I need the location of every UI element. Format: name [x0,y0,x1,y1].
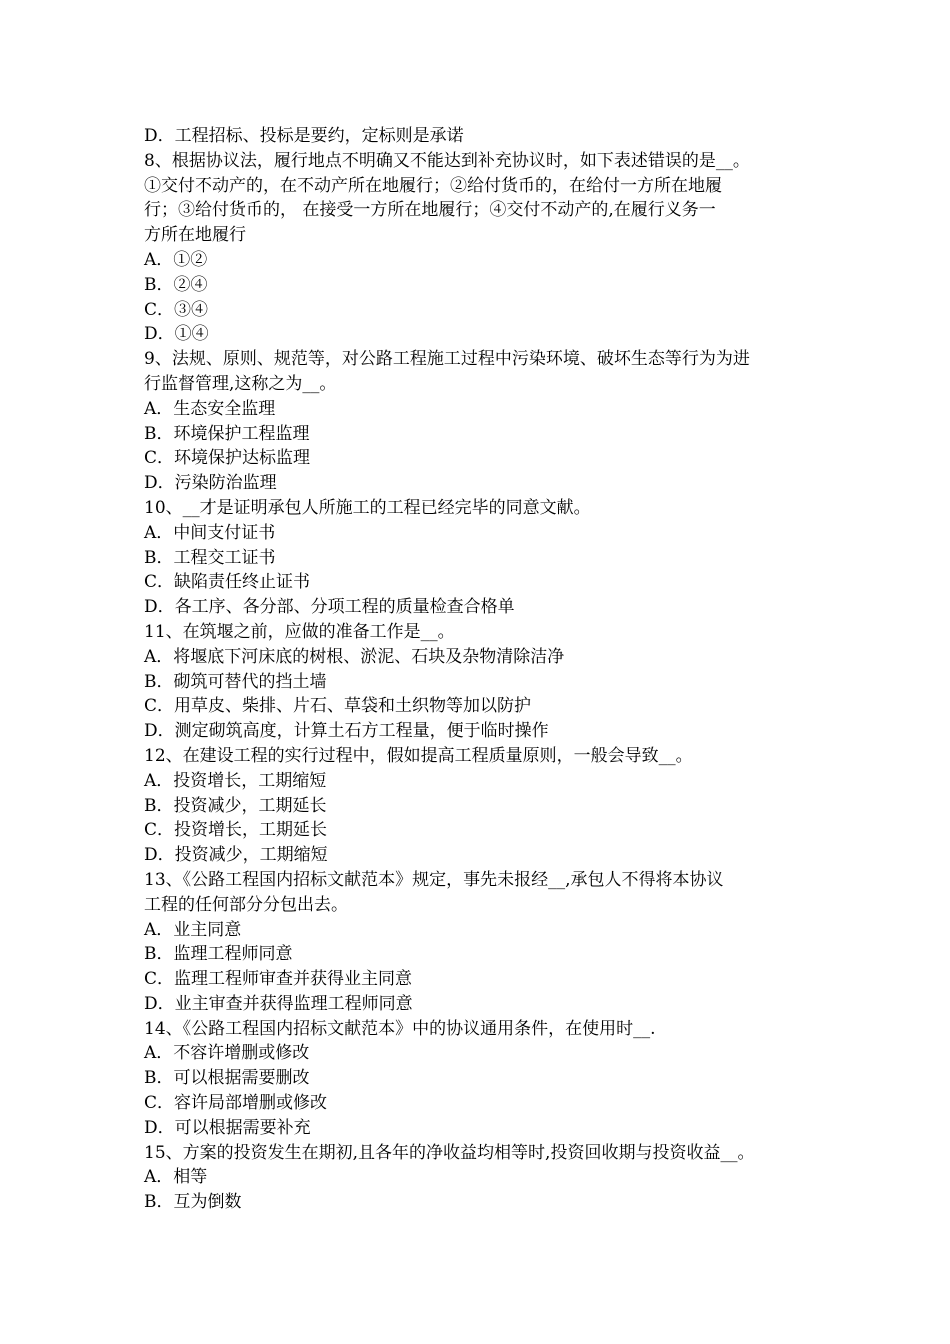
answer-option-line: C．③④ [144,299,209,320]
answer-option-line: B．可以根据需要删改 [144,1068,310,1089]
answer-option-line: A．生态安全监理 [144,398,276,419]
answer-option-line: C．容许局部增删或修改 [144,1093,328,1114]
answer-option-line: A．①② [144,249,208,270]
answer-option-line: B．互为倒数 [144,1192,242,1213]
answer-option-line: B．②④ [144,274,208,295]
question-line: 12、在建设工程的实行过程中，假如提高工程质量原则，一般会导致__。 [144,745,693,766]
answer-option-line: D．测定砌筑高度，计算土石方工程量，便于临时操作 [144,721,549,742]
answer-option-line: D．污染防治监理 [144,473,277,494]
answer-option-line: B．砌筑可替代的挡土墙 [144,671,327,692]
question-line: 10、__才是证明承包人所施工的工程已经完毕的同意文献。 [144,497,591,518]
question-line: 13、《公路工程国内招标文献范本》规定，事先未报经__,承包人不得将本协议 [144,869,724,890]
answer-option-line: B．环境保护工程监理 [144,423,310,444]
answer-option-line: B．工程交工证书 [144,547,276,568]
answer-option-line: A．投资增长，工期缩短 [144,770,327,791]
answer-option-line: D．业主审查并获得监理工程师同意 [144,993,413,1014]
answer-option-line: C．投资增长，工期延长 [144,820,328,841]
answer-option-line: A．业主同意 [144,919,242,940]
answer-option-line: C．环境保护达标监理 [144,448,311,469]
answer-option-line: A．不容许增删或修改 [144,1043,310,1064]
answer-option-line: D．可以根据需要补充 [144,1117,311,1138]
answer-option-line: C．监理工程师审查并获得业主同意 [144,969,413,990]
answer-option-line: A．将堰底下河床底的树根、淤泥、石块及杂物清除洁净 [144,646,565,667]
answer-option-line: C．用草皮、柴排、片石、草袋和土织物等加以防护 [144,696,532,717]
answer-option-line: A．中间支付证书 [144,522,276,543]
question-continuation-line: 方所在地履行 [144,225,246,246]
answer-option-line: B．监理工程师同意 [144,944,293,965]
question-line: 11、在筑堰之前，应做的准备工作是__。 [144,621,455,642]
question-continuation-line: 工程的任何部分分包出去。 [144,894,348,915]
answer-option-line: B．投资减少，工期延长 [144,795,327,816]
question-continuation-line: ①交付不动产的，在不动产所在地履行；②给付货币的，在给付一方所在地履 [144,175,722,196]
question-line: 14、《公路工程国内招标文献范本》中的协议通用条件，在使用时__. [144,1018,656,1039]
answer-option-line: D．各工序、各分部、分项工程的质量检查合格单 [144,597,515,618]
answer-option-line: D．投资减少，工期缩短 [144,845,328,866]
question-line: 8、根据协议法，履行地点不明确又不能达到补充协议时，如下表述错误的是__。 [144,150,750,171]
document-page [144,124,824,1215]
answer-option-line: D．工程招标、投标是要约，定标则是承诺 [144,126,464,146]
question-continuation-line: 行；③给付货币的， 在接受一方所在地履行；④交付不动产的,在履行义务一 [144,200,716,221]
question-continuation-line: 行监督管理,这称之为__。 [144,373,337,394]
answer-option-line: A．相等 [144,1167,208,1188]
answer-option-line: C．缺陷责任终止证书 [144,572,311,593]
answer-option-line: D．①④ [144,324,209,345]
question-line: 9、法规、原则、规范等，对公路工程施工过程中污染环境、破坏生态等行为为进 [144,349,750,370]
question-line: 15、方案的投资发生在期初,且各年的净收益均相等时,投资回收期与投资收益__。 [144,1142,755,1163]
